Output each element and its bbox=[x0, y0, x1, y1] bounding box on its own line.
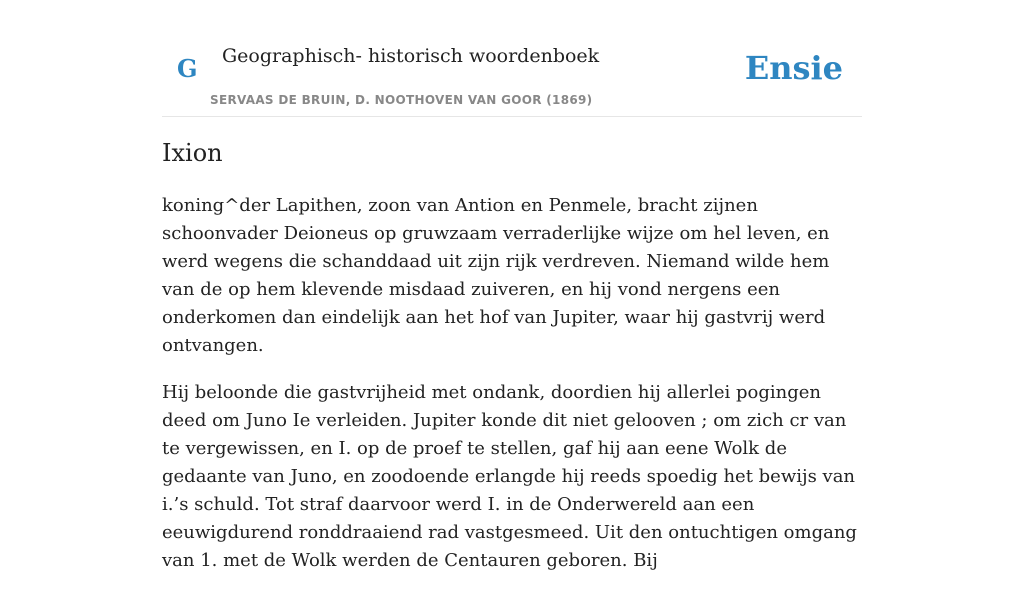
book-author-year: SERVAAS DE BRUIN, D. NOOTHOVEN VAN GOOR (1869) bbox=[210, 93, 593, 107]
entry-content bbox=[162, 192, 862, 594]
ensie-logo-link[interactable]: Ensie bbox=[744, 49, 843, 87]
book-title[interactable]: Geographisch- historisch woordenboek bbox=[222, 45, 600, 67]
book-header bbox=[162, 0, 862, 117]
entry-paragraph: koning^der Lapithen, zoon van Antion en Penmele, bracht zijnen schoonvader Deioneus op gruwzaam verraderlijke wijze om hel leven, en werd wegens die schanddaad uit zijn rijk verdreven. Niemand wilde hem van de op hem klevende misdaad zuiveren, en hij vond nergens een onderkomen dan eindelijk aan het hof van Jupiter, waar hij gastvrij werd ontvangen. bbox=[162, 195, 830, 356]
entry-title: Ixion bbox=[162, 139, 223, 167]
entry-paragraph: Hij beloonde die gastvrijheid met ondank, doordien hij allerlei pogingen deed om Juno Ie verleiden. Jupiter konde dit niet gelooven ; om zich cr van te vergewissen, en I. op de proef te stellen, gaf hij aan eene Wolk de gedaante van Juno, en zoodoende erlangde hij reeds spoedig het bewijs van i.’s schuld. Tot straf daarvoor werd I. in de Onderwereld aan een eeuwigdurend ronddraaiend rad vastgesmeed. Uit den ontuchtigen omgang van 1. met de Wolk werden de Centauren geboren. Bij bbox=[162, 382, 857, 571]
book-logo[interactable]: G bbox=[177, 54, 198, 83]
